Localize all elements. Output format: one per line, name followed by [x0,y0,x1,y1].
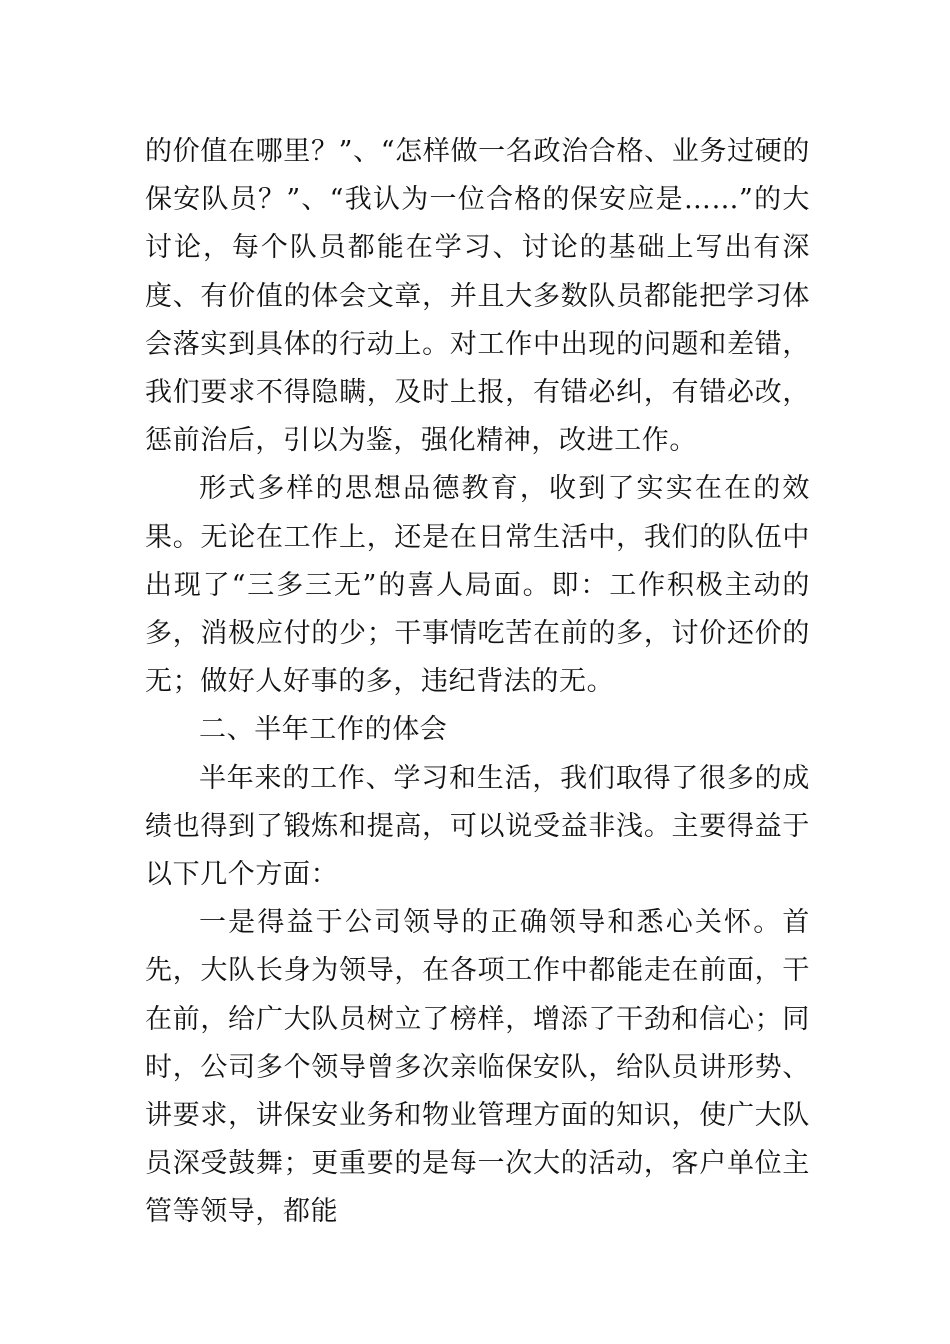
paragraph-discussion: 的价值在哪里？”、“怎样做一名政治合格、业务过硬的保安队员？”、“我认为一位合格的保安应是……”的大讨论，每个队员都能在学习、讨论的基础上写出有深度、有价值的体会文章，并且大多数队员都能把学习体会落实到具体的行动上。对工作中出现的问题和差错，我们要求不得隐瞒，及时上报，有错必纠，有错必改，惩前治后，引以为鉴，强化精神，改进工作。 [145,136,810,457]
paragraph-leadership: 一是得益于公司领导的正确领导和悉心关怀。首先，大队长身为领导，在各项工作中都能走在前面，干在前，给广大队员树立了榜样，增添了干劲和信心；同时，公司多个领导曾多次亲临保安队，给队员讲形势、讲要求，讲保安业务和物业管理方面的知识，使广大队员深受鼓舞；更重要的是每一次大的活动，客户单位主管等领导，都能 [145,907,810,1228]
document-body [145,128,810,1237]
section-heading-experience: 二、半年工作的体会 [199,714,448,746]
paragraph-half-year-summary: 半年来的工作、学习和生活，我们取得了很多的成绩也得到了锻炼和提高，可以说受益非浅。主要得益于以下几个方面： [145,762,810,891]
paragraph-education-results: 形式多样的思想品德教育，收到了实实在在的效果。无论在工作上，还是在日常生活中，我们的队伍中出现了“三多三无”的喜人局面。即：工作积极主动的多，消极应付的少；干事情吃苦在前的多，讨价还价的无；做好人好事的多，违纪背法的无。 [145,473,810,698]
